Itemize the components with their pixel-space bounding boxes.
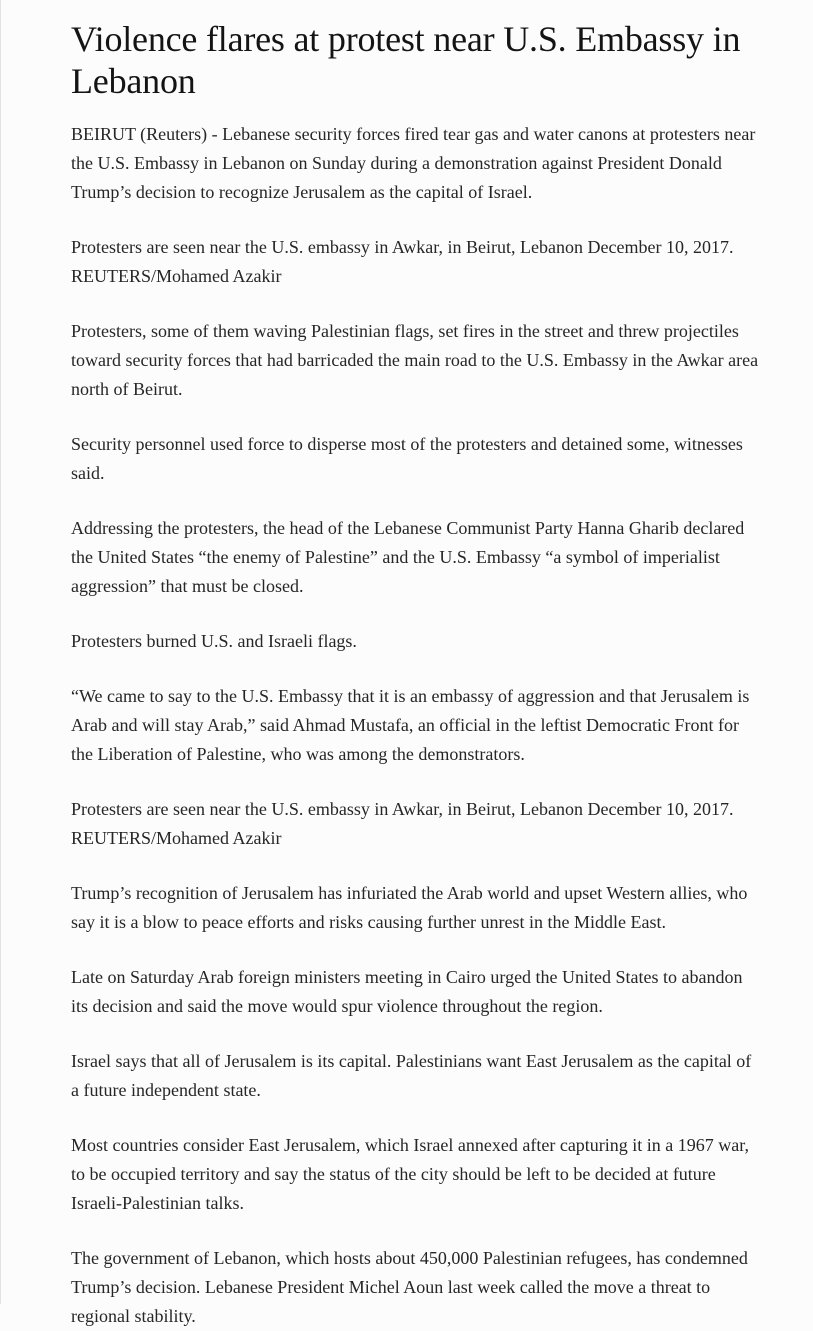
- article-paragraph: Security personnel used force to disperse most of the protesters and detained some, witnesses said.: [71, 434, 743, 483]
- photo-caption: Protesters are seen near the U.S. embassy in Awkar, in Beirut, Lebanon December 10, 2017. REUTERS/Mohamed Azakir: [71, 799, 734, 848]
- article-paragraph: Protesters burned U.S. and Israeli flags.: [71, 631, 357, 651]
- article-paragraph-quote: “We came to say to the U.S. Embassy that it is an embassy of aggression and that Jerusalem is Arab and will stay Arab,” said Ahmad Mustafa, an official in the leftist Democratic Front for the Liberation of Palestine, who was among the demonstrators.: [71, 686, 750, 764]
- article-paragraph: Most countries consider East Jerusalem, which Israel annexed after capturing it in a 1967 war, to be occupied territory and say the status of the city should be left to be decided at future Israeli-Palestinian talks.: [71, 1135, 750, 1213]
- article-paragraph: The government of Lebanon, which hosts about 450,000 Palestinian refugees, has condemned Trump’s decision. Lebanese President Michel Aoun last week called the move a threat to regional stability.: [71, 1248, 748, 1326]
- photo-caption: Protesters are seen near the U.S. embassy in Awkar, in Beirut, Lebanon December 10, 2017. REUTERS/Mohamed Azakir: [71, 237, 734, 286]
- article-headline: Violence flares at protest near U.S. Embassy in Lebanon: [71, 19, 741, 101]
- article-paragraph: Protesters, some of them waving Palestinian flags, set fires in the street and threw projectiles toward security forces that had barricaded the main road to the U.S. Embassy in the Awkar area north of Beirut.: [71, 321, 759, 399]
- article-paragraph: Addressing the protesters, the head of the Lebanese Communist Party Hanna Gharib declared the United States “the enemy of Palestine” and the U.S. Embassy “a symbol of imperialist aggression” that must be closed.: [71, 518, 745, 596]
- article-paragraph: Israel says that all of Jerusalem is its capital. Palestinians want East Jerusalem as the capital of a future independent state.: [71, 1051, 752, 1100]
- article-body: [71, 0, 761, 1331]
- article-paragraph: Late on Saturday Arab foreign ministers meeting in Cairo urged the United States to abandon its decision and said the move would spur violence throughout the region.: [71, 967, 743, 1016]
- article-paragraph-lead: BEIRUT (Reuters) - Lebanese security forces fired tear gas and water canons at protesters near the U.S. Embassy in Lebanon on Sunday during a demonstration against President Donald Trump’s decision to recognize Jerusalem as the capital of Israel.: [71, 124, 756, 202]
- article-paragraph: Trump’s recognition of Jerusalem has infuriated the Arab world and upset Western allies, who say it is a blow to peace efforts and risks causing further unrest in the Middle East.: [71, 883, 748, 932]
